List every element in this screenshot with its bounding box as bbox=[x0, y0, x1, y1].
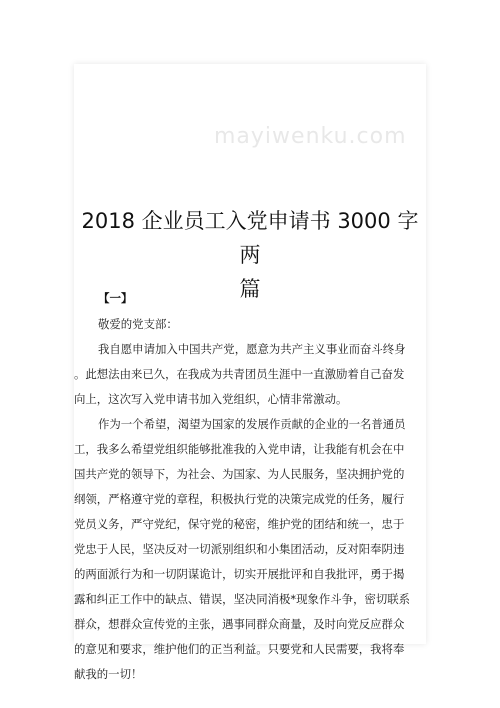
body-line: 党忠于人民，坚决反对一切派别组织和小集团活动，反对阳奉阴违 bbox=[74, 542, 405, 556]
salutation: 敬爱的党支部： bbox=[98, 317, 178, 331]
body-line: 作为一个希望，渴望为国家的发展作贡献的企业的一名普通员 bbox=[98, 417, 406, 431]
body-line: 党员义务，严守党纪，保守党的秘密，维护党的团结和统一，忠于 bbox=[74, 517, 405, 531]
body-line: 向上，这次写入党申请书加入党组织，心情非常激动。 bbox=[74, 392, 348, 406]
body-line: 工，我多么希望党组织能够批准我的入党申请，让我能有机会在中 bbox=[74, 442, 405, 456]
body-line: 。此想法由来已久，在我成为共青团员生涯中一直激励着自己奋发 bbox=[74, 367, 405, 381]
body-line: 群众，想群众宣传党的主张，遇事同群众商量，及时向党反应群众 bbox=[74, 617, 405, 631]
body-line: 献我的一切！ bbox=[74, 667, 143, 681]
body-line: 的意见和要求，维护他们的正当利益。只要党和人民需要，我将奉 bbox=[74, 642, 405, 656]
watermark: mayiwenku.com bbox=[214, 124, 407, 149]
body-line: 露和纠正工作中的缺点、错误，坚决同消极*现象作斗争，密切联系 bbox=[74, 592, 411, 606]
body-line: 的两面派行为和一切阴谋诡计，切实开展批评和自我批评，勇于揭 bbox=[74, 567, 405, 581]
body-line: 国共产党的领导下，为社会、为国家、为人民服务，坚决拥护党的 bbox=[74, 467, 405, 481]
title-line-1: 2018 企业员工入党申请书 3000 字两 bbox=[81, 209, 419, 267]
body-line: 我自愿申请加入中国共产党，愿意为共产主义事业而奋斗终身 bbox=[98, 342, 406, 356]
document-page bbox=[74, 64, 426, 681]
title-line-2: 篇 bbox=[239, 277, 261, 301]
section-marker: 【一】 bbox=[98, 291, 133, 305]
body-line: 纲领，严格遵守党的章程，积极执行党的决策完成党的任务，履行 bbox=[74, 492, 405, 506]
